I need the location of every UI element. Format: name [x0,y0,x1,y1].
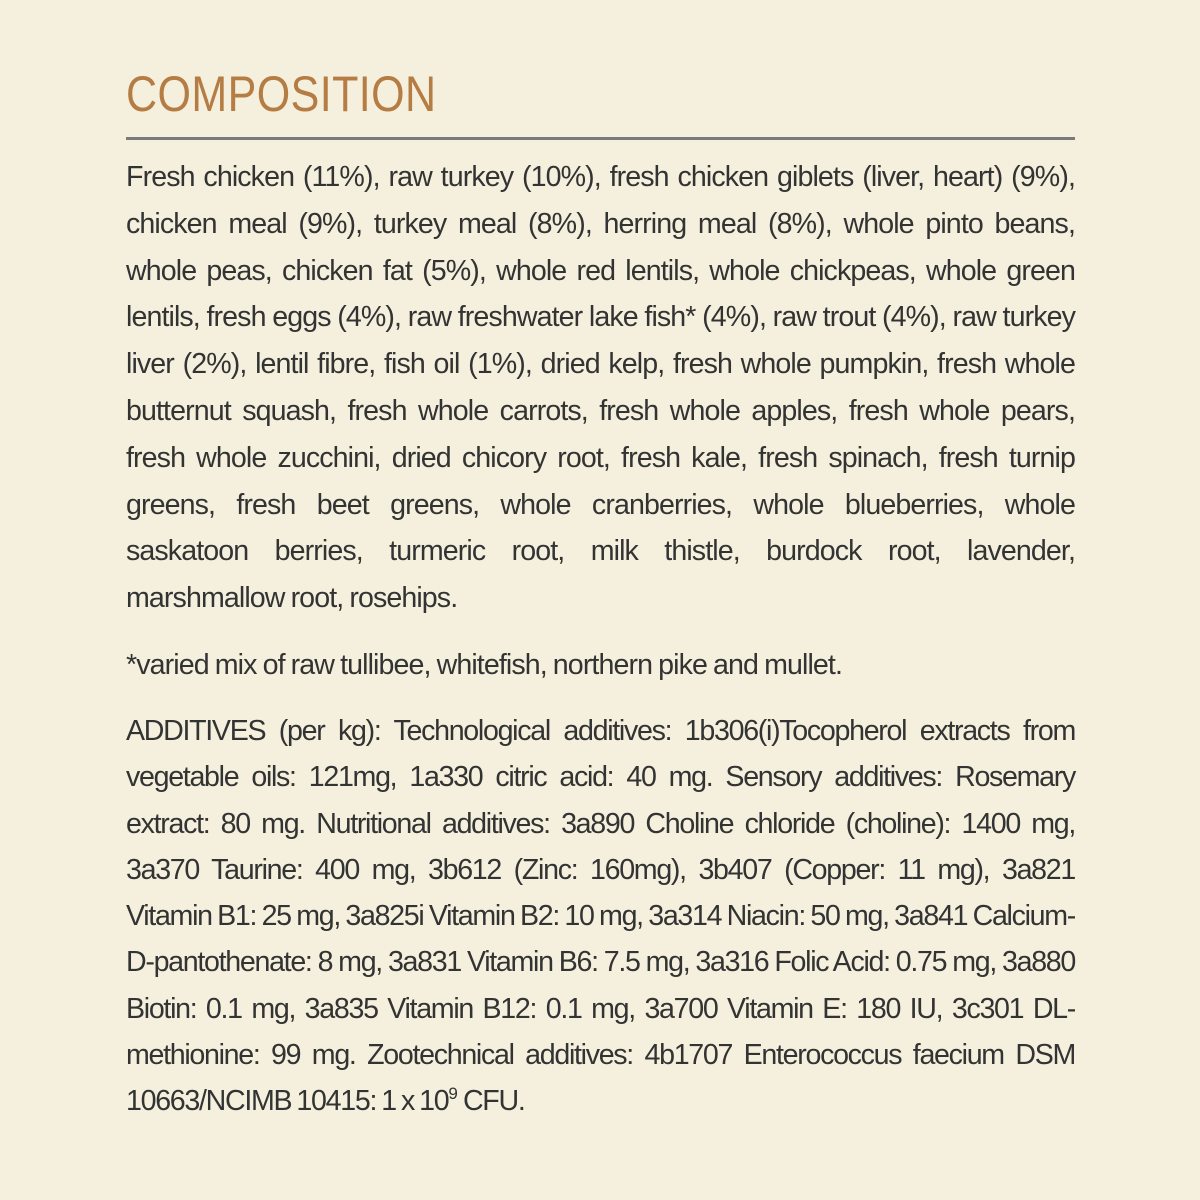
additives-text: ADDITIVES (per kg): Technological additives: 1b306(i)Tocopherol extracts from vegetable oils: 121mg, 1a330 citric acid: 40 mg. Sensory additives: Rosemary extract: 80 mg. Nutritional additives: 3a890 Choline chloride (choline): 1400 mg, 3a370 Taurine: 400 mg, 3b612 (Zinc: 160mg), 3b407 (Copper: 11 mg), 3a821 Vitamin B1: 25 mg, 3a825i Vitamin B2: 10 mg, 3a314 Niacin: 50 mg, 3a841 Calcium-D-pantothenate: 8 mg, 3a831 Vitamin B6: 7.5 mg, 3a316 Folic Acid: 0.75 mg, 3a880 Biotin: 0.1 mg, 3a835 Vitamin B12: 0.1 mg, 3a700 Vitamin E: 180 IU, 3c301 DL-methionine: 99 mg. Zootechnical additives: 4b1707 Enterococcus faecium DSM 10663/NCIMB 10415: 1 x 10 [126,714,1075,1118]
additives-tail: CFU. [457,1085,525,1118]
composition-panel [126,62,1075,1125]
section-heading: COMPOSITION [126,66,437,122]
heading-divider [126,137,1075,140]
footnote-paragraph: *varied mix of raw tullibee, whitefish, northern pike and mullet. [126,648,843,681]
additives-paragraph [126,708,1075,1125]
cfu-exponent: 9 [448,1084,458,1104]
composition-paragraph: Fresh chicken (11%), raw turkey (10%), fresh chicken giblets (liver, heart) (9%), chicken meal (9%), turkey meal (8%), herring meal (8%), whole pinto beans, whole peas, chicken fat (5%), whole red lentils, whole chickpeas, whole green lentils, fresh eggs (4%), raw freshwater lake fish* (4%), raw trout (4%), raw turkey liver (2%), lentil fibre, fish oil (1%), dried kelp, fresh whole pumpkin, fresh whole butternut squash, fresh whole carrots, fresh whole apples, fresh whole pears, fresh whole zucchini, dried chicory root, fresh kale, fresh spinach, fresh turnip greens, fresh beet greens, whole cranberries, whole blueberries, whole saskatoon berries, turmeric root, milk thistle, burdock root, lavender, marshmallow root, rosehips. [126,161,1075,615]
